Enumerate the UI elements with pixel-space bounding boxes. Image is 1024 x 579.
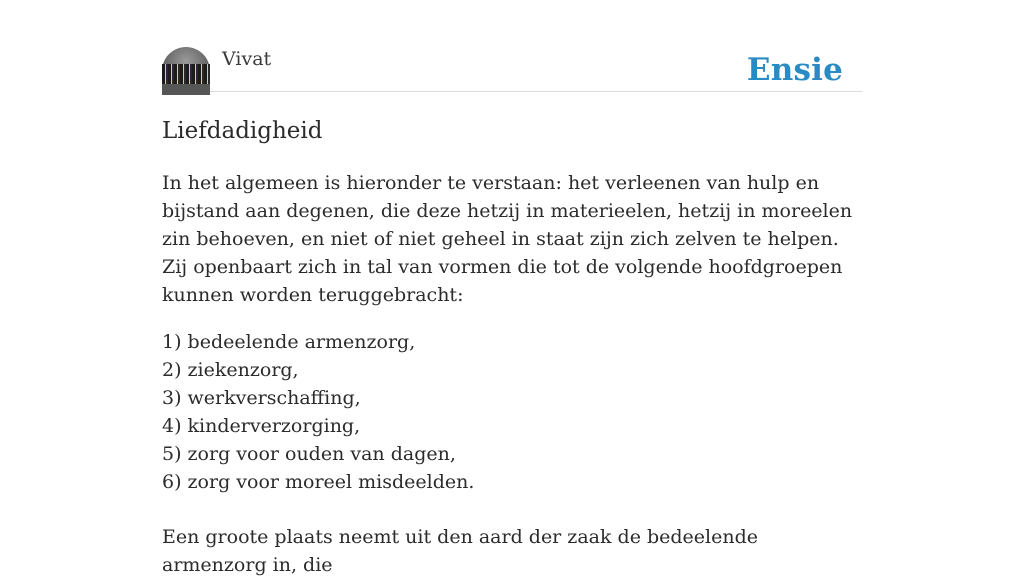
list-item: 3) werkverschaffing, bbox=[162, 387, 361, 409]
article-continuation: Een groote plaats neemt uit den aard der zaak de bedeelende armenzorg in, die bbox=[162, 526, 758, 576]
list-item: 2) ziekenzorg, bbox=[162, 359, 299, 381]
category-list bbox=[162, 328, 862, 496]
brand-logo[interactable]: Ensie bbox=[746, 52, 843, 88]
article-body bbox=[162, 169, 862, 579]
site-header bbox=[162, 47, 862, 92]
article-intro: In het algemeen is hieronder te verstaan: het verleenen van hulp en bijstand aan degenen, die deze hetzij in materieelen, hetzij in moreelen zin behoeven, en niet of niet geheel in staat zijn zich zelven te helpen. Zij openbaart zich in tal van vormen die tot de volgende hoofdgroepen kunnen worden teruggebracht: bbox=[162, 172, 853, 306]
author-avatar[interactable] bbox=[162, 47, 210, 95]
avatar-image bbox=[162, 64, 210, 84]
list-item: 4) kinderverzorging, bbox=[162, 415, 361, 437]
list-item: 5) zorg voor ouden van dagen, bbox=[162, 443, 456, 465]
avatar-shelf bbox=[162, 84, 210, 95]
list-item: 1) bedeelende armenzorg, bbox=[162, 331, 416, 353]
list-item: 6) zorg voor moreel misdeelden. bbox=[162, 471, 475, 493]
article-title: Liefdadigheid bbox=[162, 118, 323, 144]
author-name[interactable]: Vivat bbox=[222, 48, 272, 70]
